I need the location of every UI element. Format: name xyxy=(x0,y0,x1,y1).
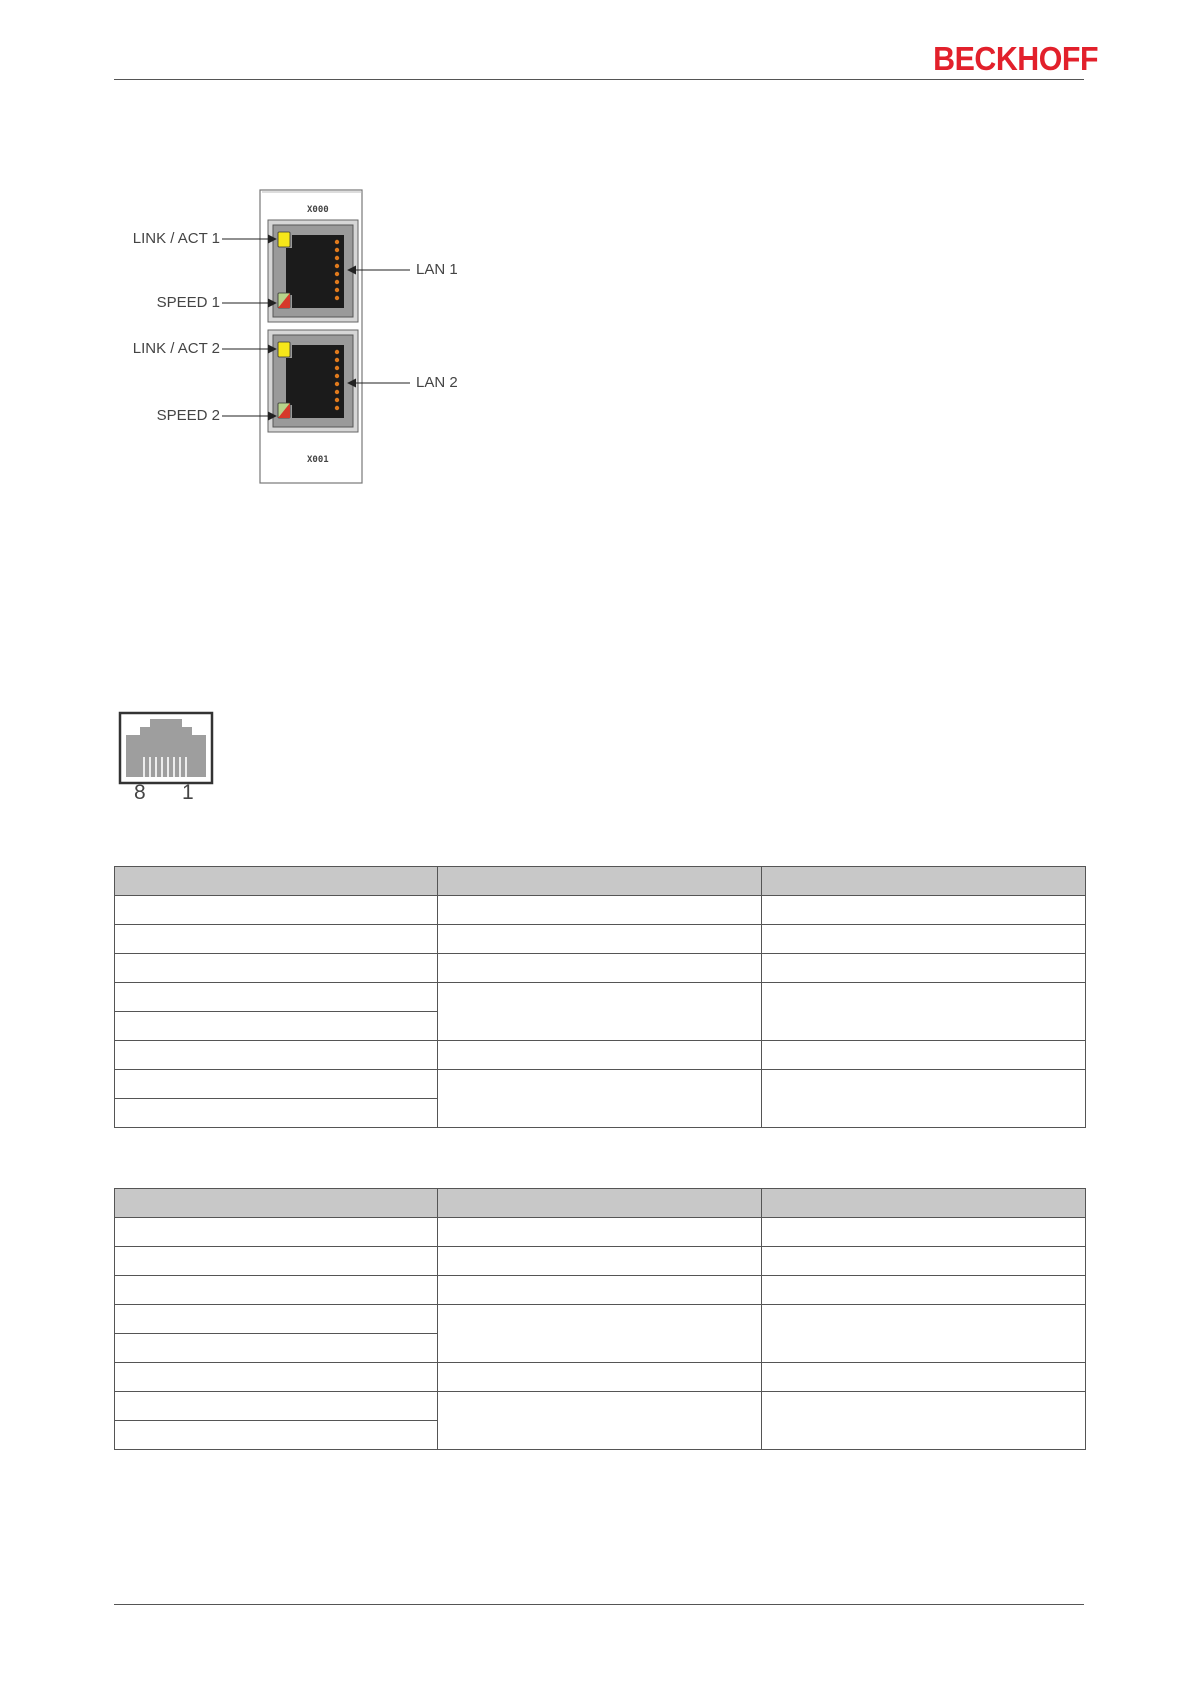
label-link-act-1: LINK / ACT 1 xyxy=(132,230,220,247)
table-row xyxy=(115,954,1086,983)
label-speed-1: SPEED 1 xyxy=(156,294,220,311)
table-row xyxy=(115,896,1086,925)
label-lan-1: LAN 1 xyxy=(416,261,458,278)
ethernet-module-figure xyxy=(110,180,490,500)
pin-number-right: 1 xyxy=(182,781,194,804)
table-header-row xyxy=(115,867,1086,896)
table-row xyxy=(115,1041,1086,1070)
port-tag-bottom: X001 xyxy=(307,455,329,465)
footer-rule xyxy=(114,1604,1084,1605)
table-row xyxy=(115,1305,1086,1334)
pin-assignment-table-1 xyxy=(114,866,1086,1128)
table-row xyxy=(115,1070,1086,1099)
table-row xyxy=(115,1276,1086,1305)
led-link-act-1 xyxy=(278,232,290,247)
label-link-act-2: LINK / ACT 2 xyxy=(132,340,220,357)
table-row xyxy=(115,1392,1086,1421)
port-tag-top: X000 xyxy=(307,205,329,215)
table-row xyxy=(115,1363,1086,1392)
header-rule xyxy=(114,79,1084,80)
label-speed-2: SPEED 2 xyxy=(156,407,220,424)
table-row xyxy=(115,1218,1086,1247)
table-row xyxy=(115,983,1086,1012)
table-header-row xyxy=(115,1189,1086,1218)
led-link-act-2 xyxy=(278,342,290,357)
table-row xyxy=(115,1247,1086,1276)
table-row xyxy=(115,925,1086,954)
pin-assignment-table-2 xyxy=(114,1188,1086,1450)
beckhoff-logo: BECKHOFF xyxy=(933,40,1099,77)
pin-number-left: 8 xyxy=(134,781,146,804)
label-lan-2: LAN 2 xyxy=(416,374,458,391)
rj45-socket-icon xyxy=(118,711,214,807)
